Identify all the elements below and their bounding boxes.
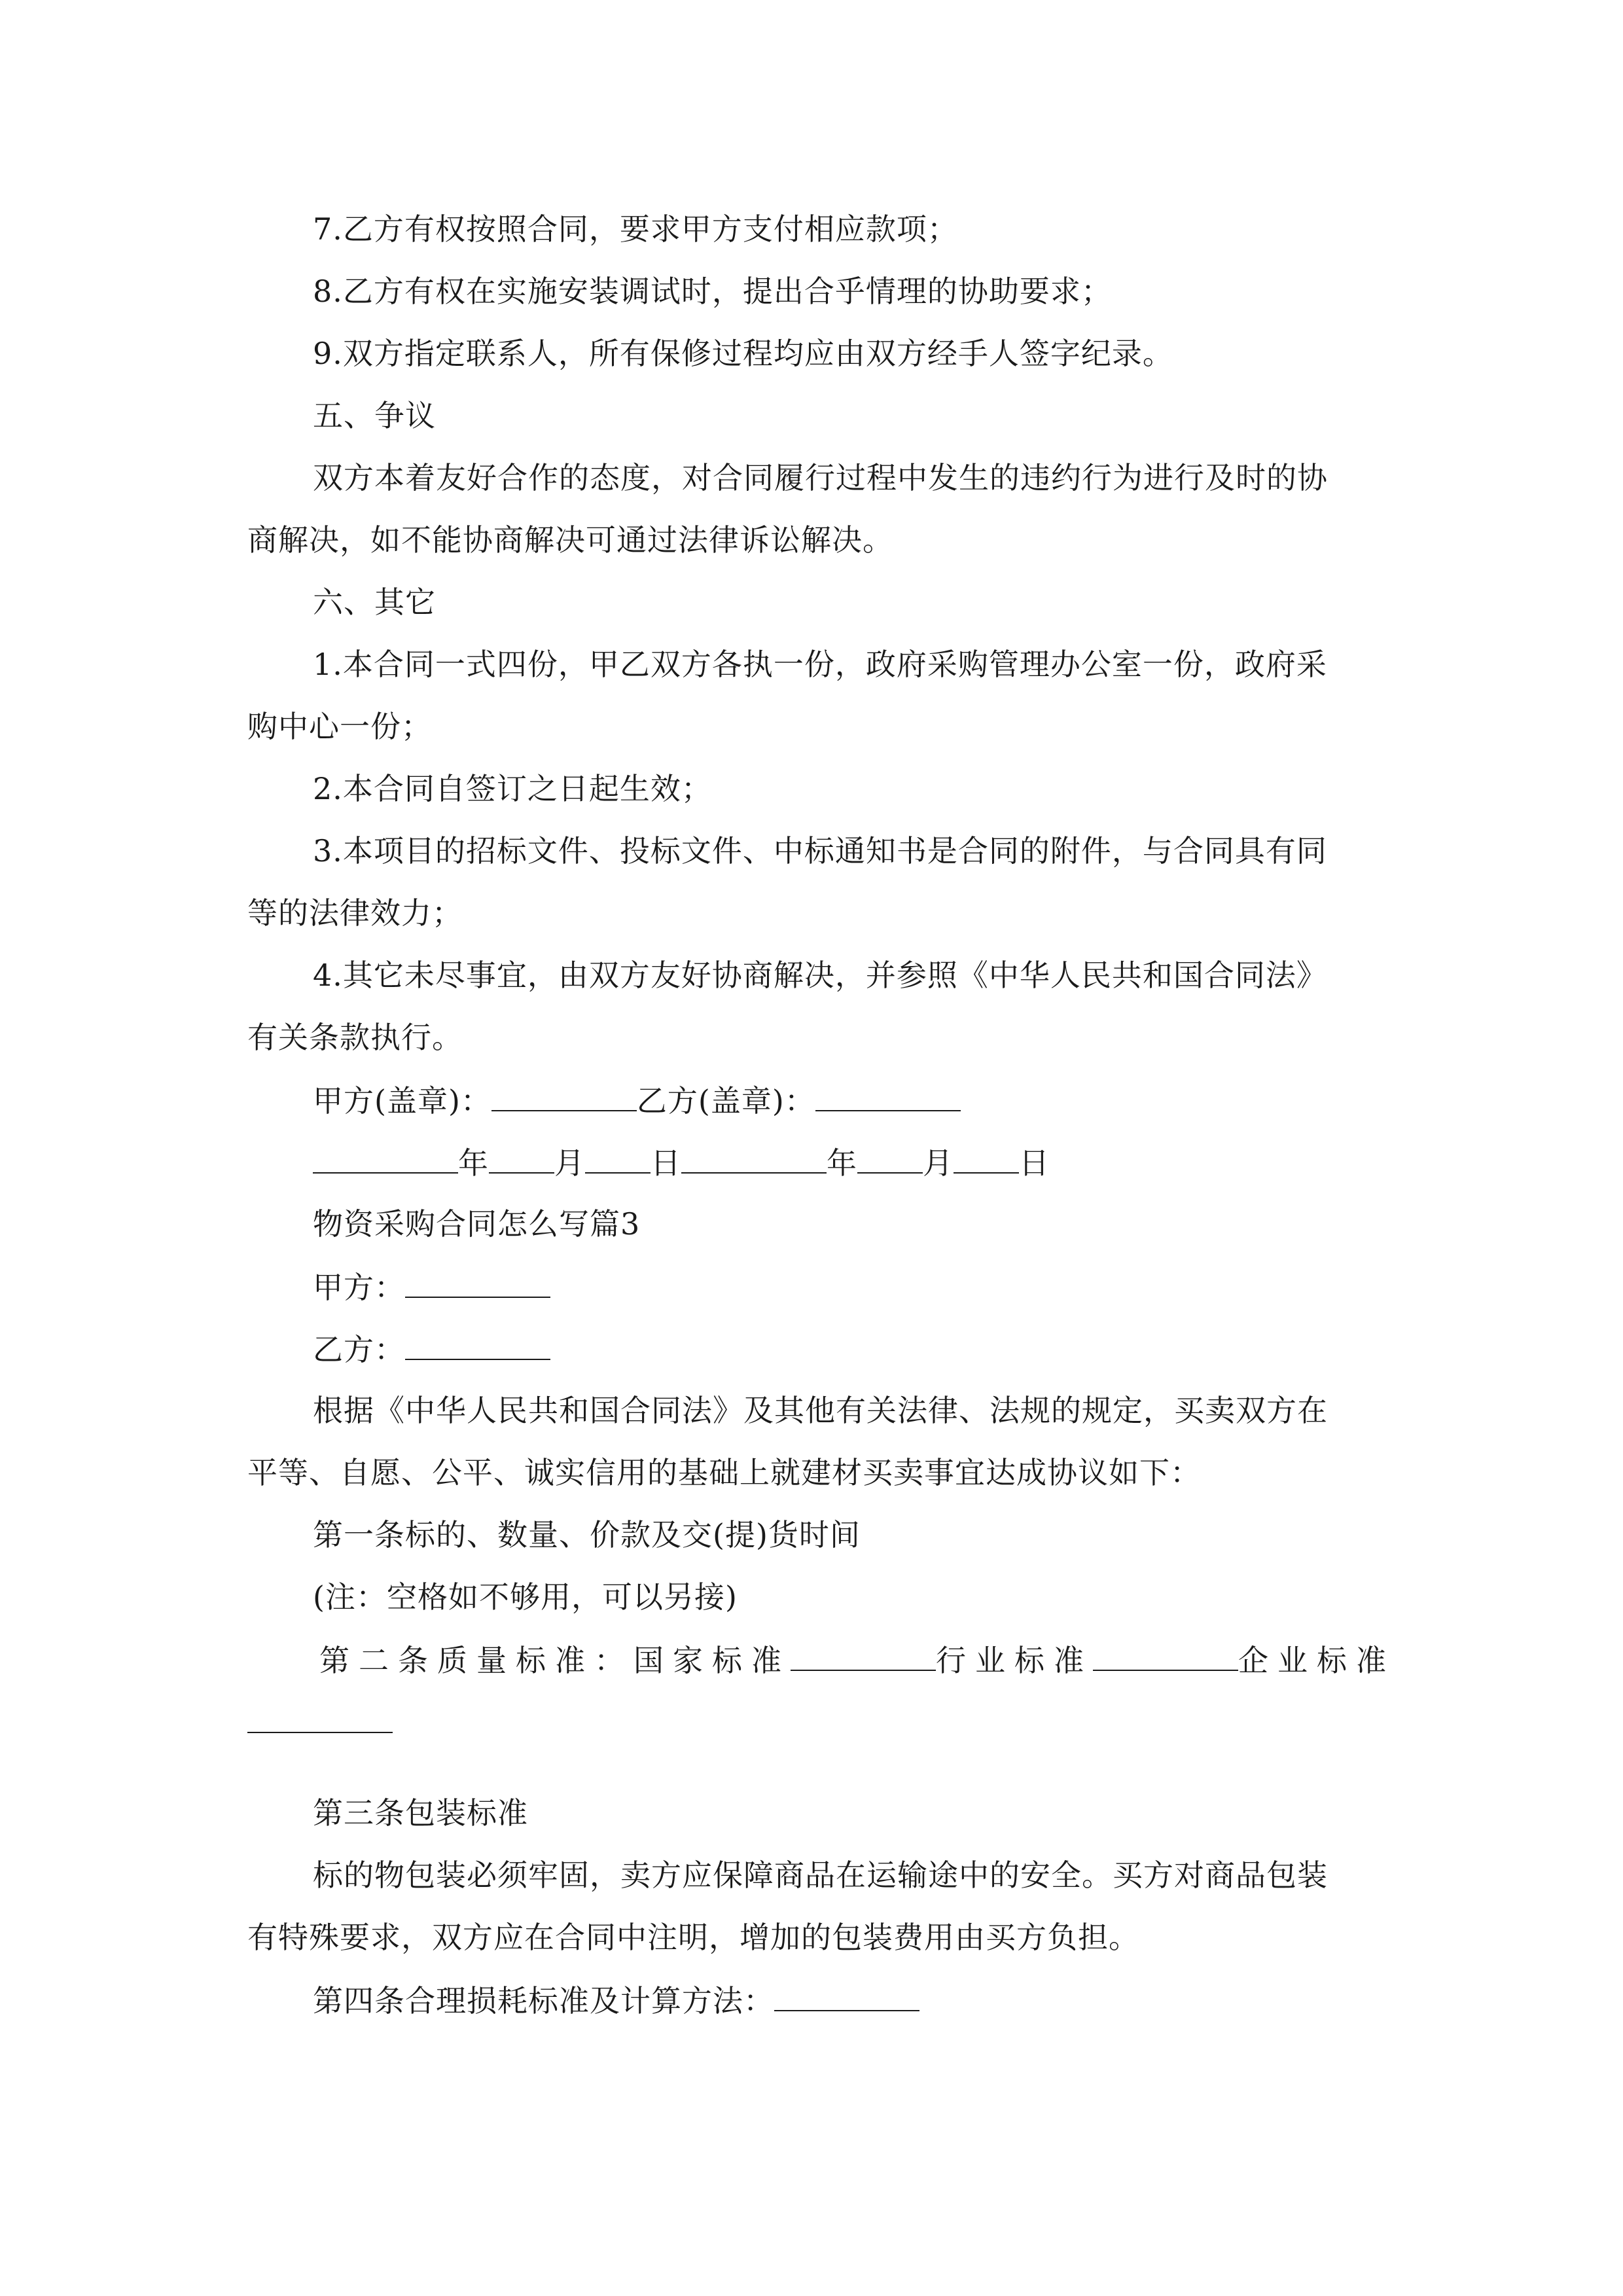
party-a-day-blank[interactable] <box>585 1142 651 1174</box>
party-a-seal-label: 甲方(盖章)： <box>313 1083 491 1119</box>
article-1-heading: 第一条标的、数量、价款及交(提)货时间 <box>313 1517 861 1552</box>
year-label: 年 <box>827 1145 857 1181</box>
day-label: 日 <box>651 1145 681 1181</box>
other-item-3-line-2: 等的法律效力； <box>247 895 463 931</box>
party-b-day-blank[interactable] <box>954 1142 1019 1174</box>
packaging-paragraph-line-1: 标的物包装必须牢固，卖方应保障商品在运输途中的安全。买方对商品包装 <box>313 1857 1328 1893</box>
party-a-seal-blank[interactable] <box>491 1080 637 1111</box>
note-text: (注：空格如不够用，可以另接) <box>313 1579 738 1615</box>
section-heading-other: 六、其它 <box>313 584 436 620</box>
loss-method-blank[interactable] <box>774 1980 919 2011</box>
clause-7: 7.乙方有权按照合同，要求甲方支付相应款项； <box>313 211 958 247</box>
packaging-paragraph-line-2: 有特殊要求，双方应在合同中注明，增加的包装费用由买方负担。 <box>247 1920 1139 1955</box>
article-2-label: 第二条质量标准：国家标准 <box>319 1643 791 1678</box>
article-3-heading: 第三条包装标准 <box>313 1795 528 1831</box>
dispute-paragraph-line-1: 双方本着友好合作的态度，对合同履行过程中发生的违约行为进行及时的协 <box>313 460 1328 495</box>
date-line <box>313 1142 1050 1183</box>
party-a-year-blank[interactable] <box>313 1142 458 1174</box>
industry-standard-label: 行业标准 <box>936 1643 1093 1678</box>
party-b-year-blank[interactable] <box>681 1142 827 1174</box>
article-4-label: 第四条合理损耗标准及计算方法： <box>313 1983 774 2018</box>
clause-8: 8.乙方有权在实施安装调试时，提出合乎情理的协助要求； <box>313 274 1112 309</box>
party-b-label: 乙方： <box>313 1332 405 1367</box>
other-item-2: 2.本合同自签订之日起生效； <box>313 771 712 806</box>
article-title: 物资采购合同怎么写篇3 <box>313 1206 641 1242</box>
intro-paragraph-line-2: 平等、自愿、公平、诚实信用的基础上就建材买卖事宜达成协议如下： <box>247 1455 1201 1490</box>
party-b-blank[interactable] <box>405 1329 550 1360</box>
party-a-blank[interactable] <box>405 1266 550 1298</box>
day-label: 日 <box>1019 1145 1050 1181</box>
party-a-label: 甲方： <box>313 1270 405 1305</box>
party-b-seal-blank[interactable] <box>815 1080 961 1111</box>
other-item-3-line-1: 3.本项目的招标文件、投标文件、中标通知书是合同的附件，与合同具有同 <box>313 833 1327 869</box>
month-label: 月 <box>923 1145 954 1181</box>
article-4-line <box>313 1980 919 2020</box>
article-2-line <box>319 1640 1395 1680</box>
other-item-1-line-1: 1.本合同一式四份，甲乙双方各执一份，政府采购管理办公室一份，政府采 <box>313 647 1327 682</box>
other-item-4-line-1: 4.其它未尽事宜，由双方友好协商解决，并参照《中华人民共和国合同法》 <box>313 958 1327 993</box>
other-item-4-line-2: 有关条款执行。 <box>247 1020 463 1055</box>
clause-9: 9.双方指定联系人，所有保修过程均应由双方经手人签字纪录。 <box>313 336 1173 371</box>
dispute-paragraph-line-2: 商解决，如不能协商解决可通过法律诉讼解决。 <box>247 522 893 558</box>
party-a-month-blank[interactable] <box>489 1142 554 1174</box>
enterprise-standard-blank-line <box>247 1702 393 1742</box>
party-b-line <box>313 1329 550 1369</box>
year-label: 年 <box>458 1145 489 1181</box>
other-item-1-line-2: 购中心一份； <box>247 709 432 744</box>
month-label: 月 <box>554 1145 585 1181</box>
industry-standard-blank[interactable] <box>1093 1640 1238 1671</box>
party-b-seal-label: 乙方(盖章)： <box>636 1083 815 1119</box>
section-heading-dispute: 五、争议 <box>313 398 436 433</box>
national-standard-blank[interactable] <box>791 1640 936 1671</box>
party-a-line <box>313 1266 550 1307</box>
intro-paragraph-line-1: 根据《中华人民共和国合同法》及其他有关法律、法规的规定，买卖双方在 <box>313 1393 1328 1428</box>
party-b-month-blank[interactable] <box>857 1142 923 1174</box>
enterprise-standard-blank[interactable] <box>247 1702 393 1733</box>
enterprise-standard-label: 企业标准 <box>1238 1643 1395 1678</box>
signature-line <box>313 1080 961 1121</box>
